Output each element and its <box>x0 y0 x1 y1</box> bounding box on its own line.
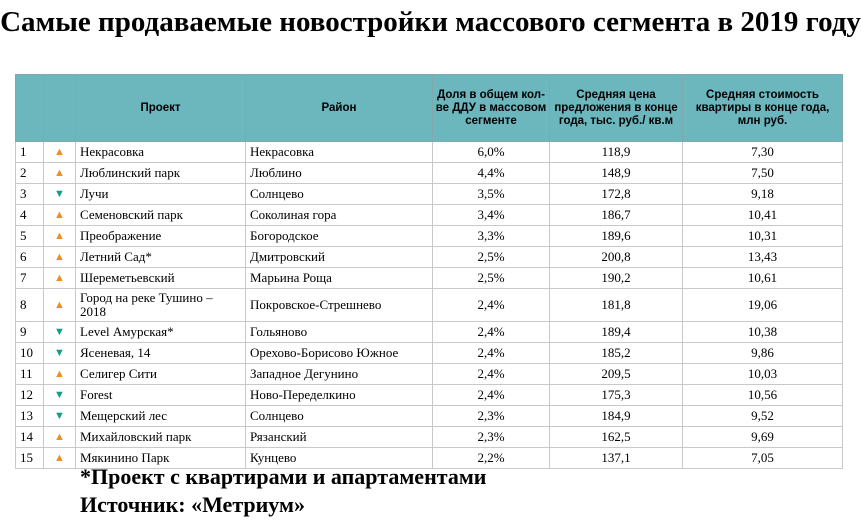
trend-up-icon: ▲ <box>44 364 76 385</box>
trend-down-icon: ▼ <box>44 322 76 343</box>
header-cost: Средняя стоимость квартиры в конце года, млн руб. <box>683 75 843 142</box>
row-number: 2 <box>16 163 44 184</box>
price-value: 175,3 <box>550 385 683 406</box>
district-name: Солнцево <box>246 406 433 427</box>
district-name: Западное Дегунино <box>246 364 433 385</box>
share-value: 2,5% <box>433 268 550 289</box>
share-value: 3,3% <box>433 226 550 247</box>
price-value: 209,5 <box>550 364 683 385</box>
district-name: Кунцево <box>246 448 433 469</box>
cost-value: 10,41 <box>683 205 843 226</box>
project-name: Шереметьевский <box>76 268 246 289</box>
project-name: Мещерский лес <box>76 406 246 427</box>
table-row <box>16 289 843 322</box>
header-trend <box>44 75 76 142</box>
trend-down-icon: ▼ <box>44 343 76 364</box>
cost-value: 10,56 <box>683 385 843 406</box>
trend-up-icon: ▲ <box>44 289 76 322</box>
price-value: 118,9 <box>550 142 683 163</box>
cost-value: 13,43 <box>683 247 843 268</box>
price-value: 184,9 <box>550 406 683 427</box>
trend-down-icon: ▼ <box>44 406 76 427</box>
header-price: Средняя цена предложения в конце года, тыс. руб./ кв.м <box>550 75 683 142</box>
cost-value: 10,61 <box>683 268 843 289</box>
project-name: Мякинино Парк <box>76 448 246 469</box>
table-row <box>16 205 843 226</box>
row-number: 6 <box>16 247 44 268</box>
header-district: Район <box>246 75 433 142</box>
district-name: Люблино <box>246 163 433 184</box>
project-name: Level Амурская* <box>76 322 246 343</box>
district-name: Марьина Роща <box>246 268 433 289</box>
row-number: 9 <box>16 322 44 343</box>
trend-up-icon: ▲ <box>44 142 76 163</box>
price-value: 185,2 <box>550 343 683 364</box>
table-row <box>16 226 843 247</box>
trend-up-icon: ▲ <box>44 226 76 247</box>
price-value: 181,8 <box>550 289 683 322</box>
project-name: Михайловский парк <box>76 427 246 448</box>
table-row <box>16 322 843 343</box>
table-row <box>16 343 843 364</box>
row-number: 11 <box>16 364 44 385</box>
trend-up-icon: ▲ <box>44 163 76 184</box>
project-name: Селигер Сити <box>76 364 246 385</box>
district-name: Покровское-Стрешнево <box>246 289 433 322</box>
share-value: 6,0% <box>433 142 550 163</box>
row-number: 7 <box>16 268 44 289</box>
table-row <box>16 163 843 184</box>
project-name: Семеновский парк <box>76 205 246 226</box>
table-row <box>16 184 843 205</box>
project-name: Люблинский парк <box>76 163 246 184</box>
cost-value: 10,38 <box>683 322 843 343</box>
cost-value: 10,31 <box>683 226 843 247</box>
trend-down-icon: ▼ <box>44 385 76 406</box>
district-name: Гольяново <box>246 322 433 343</box>
price-value: 186,7 <box>550 205 683 226</box>
table-body <box>16 142 843 469</box>
row-number: 10 <box>16 343 44 364</box>
price-value: 190,2 <box>550 268 683 289</box>
price-value: 200,8 <box>550 247 683 268</box>
share-value: 2,4% <box>433 322 550 343</box>
cost-value: 7,05 <box>683 448 843 469</box>
row-number: 14 <box>16 427 44 448</box>
table-row <box>16 247 843 268</box>
share-value: 3,5% <box>433 184 550 205</box>
table-row <box>16 364 843 385</box>
ranking-table <box>15 74 843 469</box>
row-number: 13 <box>16 406 44 427</box>
table-row <box>16 385 843 406</box>
cost-value: 9,69 <box>683 427 843 448</box>
row-number: 1 <box>16 142 44 163</box>
district-name: Ново-Переделкино <box>246 385 433 406</box>
district-name: Орехово-Борисово Южное <box>246 343 433 364</box>
share-value: 4,4% <box>433 163 550 184</box>
table-row <box>16 427 843 448</box>
share-value: 2,3% <box>433 427 550 448</box>
cost-value: 7,30 <box>683 142 843 163</box>
project-name: Forest <box>76 385 246 406</box>
price-value: 162,5 <box>550 427 683 448</box>
page-title: Самые продаваемые новостройки массового сегмента в 2019 году <box>0 6 861 38</box>
share-value: 2,3% <box>433 406 550 427</box>
trend-up-icon: ▲ <box>44 268 76 289</box>
project-name: Некрасовка <box>76 142 246 163</box>
share-value: 2,2% <box>433 448 550 469</box>
table-row <box>16 142 843 163</box>
trend-down-icon: ▼ <box>44 184 76 205</box>
district-name: Богородское <box>246 226 433 247</box>
price-value: 137,1 <box>550 448 683 469</box>
share-value: 2,4% <box>433 289 550 322</box>
trend-up-icon: ▲ <box>44 247 76 268</box>
row-number: 12 <box>16 385 44 406</box>
project-name: Ясеневая, 14 <box>76 343 246 364</box>
footnote: *Проект с квартирами и апартаментами <box>80 464 487 489</box>
project-name: Преображение <box>76 226 246 247</box>
trend-up-icon: ▲ <box>44 448 76 469</box>
price-value: 148,9 <box>550 163 683 184</box>
share-value: 2,4% <box>433 385 550 406</box>
row-number: 15 <box>16 448 44 469</box>
trend-up-icon: ▲ <box>44 427 76 448</box>
price-value: 189,4 <box>550 322 683 343</box>
project-name: Лучи <box>76 184 246 205</box>
table-header-row <box>16 75 843 142</box>
source-note: Источник: «Метриум» <box>80 492 306 517</box>
cost-value: 7,50 <box>683 163 843 184</box>
price-value: 189,6 <box>550 226 683 247</box>
price-value: 172,8 <box>550 184 683 205</box>
cost-value: 9,86 <box>683 343 843 364</box>
row-number: 5 <box>16 226 44 247</box>
district-name: Некрасовка <box>246 142 433 163</box>
project-name: Летний Сад* <box>76 247 246 268</box>
row-number: 8 <box>16 289 44 322</box>
table-row <box>16 268 843 289</box>
table-row <box>16 406 843 427</box>
header-number <box>16 75 44 142</box>
cost-value: 9,52 <box>683 406 843 427</box>
row-number: 3 <box>16 184 44 205</box>
district-name: Рязанский <box>246 427 433 448</box>
share-value: 2,5% <box>433 247 550 268</box>
project-name: Город на реке Тушино – 2018 <box>76 289 246 322</box>
header-share: Доля в общем кол-ве ДДУ в массовом сегменте <box>433 75 550 142</box>
cost-value: 9,18 <box>683 184 843 205</box>
share-value: 3,4% <box>433 205 550 226</box>
district-name: Солнцево <box>246 184 433 205</box>
header-project: Проект <box>76 75 246 142</box>
district-name: Дмитровский <box>246 247 433 268</box>
district-name: Соколиная гора <box>246 205 433 226</box>
cost-value: 19,06 <box>683 289 843 322</box>
trend-up-icon: ▲ <box>44 205 76 226</box>
cost-value: 10,03 <box>683 364 843 385</box>
row-number: 4 <box>16 205 44 226</box>
share-value: 2,4% <box>433 343 550 364</box>
share-value: 2,4% <box>433 364 550 385</box>
